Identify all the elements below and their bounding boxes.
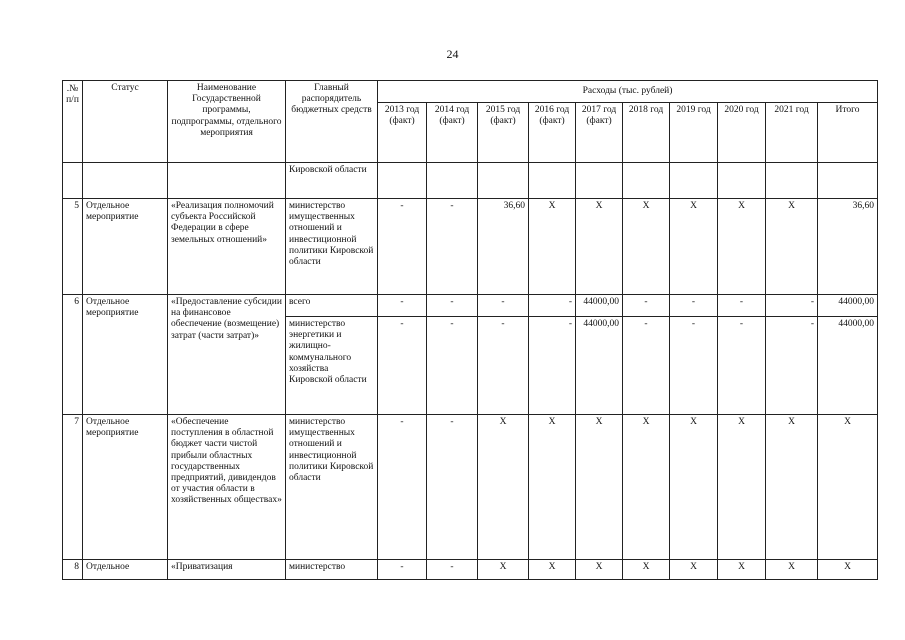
header-year: 2019 год xyxy=(670,103,718,163)
row-value: 44000,00 xyxy=(576,295,623,317)
row-value: 36,60 xyxy=(478,199,529,295)
row-num xyxy=(63,163,83,199)
row-value xyxy=(623,163,670,199)
row-value: X xyxy=(766,199,818,295)
row-value: - xyxy=(478,295,529,317)
row-name: «Предоставление субсидии на финансовое обеспечение (возмещение) затрат (части затрат)» xyxy=(168,295,286,415)
row-value: - xyxy=(427,199,478,295)
table-row xyxy=(63,560,878,580)
row-value xyxy=(576,163,623,199)
row-status: Отдельное мероприятие xyxy=(83,415,168,560)
row-value: - xyxy=(427,317,478,415)
row-value: - xyxy=(718,295,766,317)
row-value: - xyxy=(378,560,427,580)
header-expenses: Расходы (тыс. рублей) xyxy=(378,81,878,103)
row-value: 44000,00 xyxy=(576,317,623,415)
row-status: Отдельное xyxy=(83,560,168,580)
header-year: 2021 год xyxy=(766,103,818,163)
row-num: 8 xyxy=(63,560,83,580)
row-num: 7 xyxy=(63,415,83,560)
row-value: - xyxy=(766,295,818,317)
row-value: - xyxy=(766,317,818,415)
header-row xyxy=(63,81,878,103)
row-value: X xyxy=(529,560,576,580)
row-value: - xyxy=(427,560,478,580)
header-year: 2020 год xyxy=(718,103,766,163)
row-manager: министерство энергетики и жилищно-коммунального хозяйства Кировской области xyxy=(286,317,378,415)
row-value: X xyxy=(623,560,670,580)
row-name: «Приватизация xyxy=(168,560,286,580)
row-value: X xyxy=(478,415,529,560)
row-value: X xyxy=(766,415,818,560)
row-total xyxy=(818,163,878,199)
row-value xyxy=(529,163,576,199)
header-name: Наименование Государственной программы, подпрограммы, отдельного мероприятия xyxy=(168,81,286,163)
row-name: «Обеспечение поступления в областной бюджет части чистой прибыли областных государственных предприятий, дивидендов от участия области в хозяйственных обществах» xyxy=(168,415,286,560)
row-value: - xyxy=(427,295,478,317)
row-manager: Кировской области xyxy=(286,163,378,199)
row-value xyxy=(718,163,766,199)
row-status: Отдельное мероприятие xyxy=(83,295,168,415)
row-value: X xyxy=(718,560,766,580)
row-value: X xyxy=(718,415,766,560)
row-manager: всего xyxy=(286,295,378,317)
row-manager: министерство имущественных отношений и инвестиционной политики Кировской области xyxy=(286,415,378,560)
row-value: - xyxy=(478,317,529,415)
header-status: Статус xyxy=(83,81,168,163)
row-num: 6 xyxy=(63,295,83,415)
row-total: 44000,00 xyxy=(818,295,878,317)
header-manager: Главный распорядитель бюджетных средств xyxy=(286,81,378,163)
row-num: 5 xyxy=(63,199,83,295)
budget-table xyxy=(62,80,878,580)
header-year: 2014 год (факт) xyxy=(427,103,478,163)
row-manager: министерство имущественных отношений и инвестиционной политики Кировской области xyxy=(286,199,378,295)
table-row xyxy=(63,163,878,199)
row-value xyxy=(478,163,529,199)
header-year: 2013 год (факт) xyxy=(378,103,427,163)
row-manager: министерство xyxy=(286,560,378,580)
row-value: X xyxy=(529,415,576,560)
row-value xyxy=(670,163,718,199)
table-row xyxy=(63,415,878,560)
row-value: - xyxy=(378,415,427,560)
row-value: X xyxy=(670,199,718,295)
header-year: 2017 год (факт) xyxy=(576,103,623,163)
row-value: - xyxy=(718,317,766,415)
row-value: - xyxy=(378,199,427,295)
header-total: Итого xyxy=(818,103,878,163)
row-value: - xyxy=(670,295,718,317)
row-name: «Реализация полномочий субъекта Российской Федерации в сфере земельных отношений» xyxy=(168,199,286,295)
row-value: - xyxy=(378,317,427,415)
row-value: X xyxy=(670,415,718,560)
row-status: Отдельное мероприятие xyxy=(83,199,168,295)
row-value xyxy=(766,163,818,199)
row-value: - xyxy=(378,295,427,317)
row-value: X xyxy=(576,199,623,295)
row-value: - xyxy=(427,415,478,560)
table-row xyxy=(63,295,878,317)
header-year: 2016 год (факт) xyxy=(529,103,576,163)
table-row xyxy=(63,199,878,295)
row-value: X xyxy=(623,415,670,560)
row-value: X xyxy=(623,199,670,295)
header-num: .№ п/п xyxy=(63,81,83,163)
row-value: X xyxy=(478,560,529,580)
page-number: 24 xyxy=(446,47,459,61)
row-value: X xyxy=(670,560,718,580)
row-value xyxy=(378,163,427,199)
row-value: - xyxy=(670,317,718,415)
row-value: X xyxy=(529,199,576,295)
row-value: - xyxy=(529,317,576,415)
row-total: 36,60 xyxy=(818,199,878,295)
row-total: X xyxy=(818,415,878,560)
header-year: 2018 год xyxy=(623,103,670,163)
row-total: 44000,00 xyxy=(818,317,878,415)
row-value: - xyxy=(529,295,576,317)
row-value: - xyxy=(623,317,670,415)
row-value: X xyxy=(576,415,623,560)
row-value: X xyxy=(576,560,623,580)
row-value: X xyxy=(718,199,766,295)
header-year: 2015 год (факт) xyxy=(478,103,529,163)
row-value xyxy=(427,163,478,199)
row-status xyxy=(83,163,168,199)
row-value: X xyxy=(766,560,818,580)
row-value: - xyxy=(623,295,670,317)
row-total: X xyxy=(818,560,878,580)
row-name xyxy=(168,163,286,199)
